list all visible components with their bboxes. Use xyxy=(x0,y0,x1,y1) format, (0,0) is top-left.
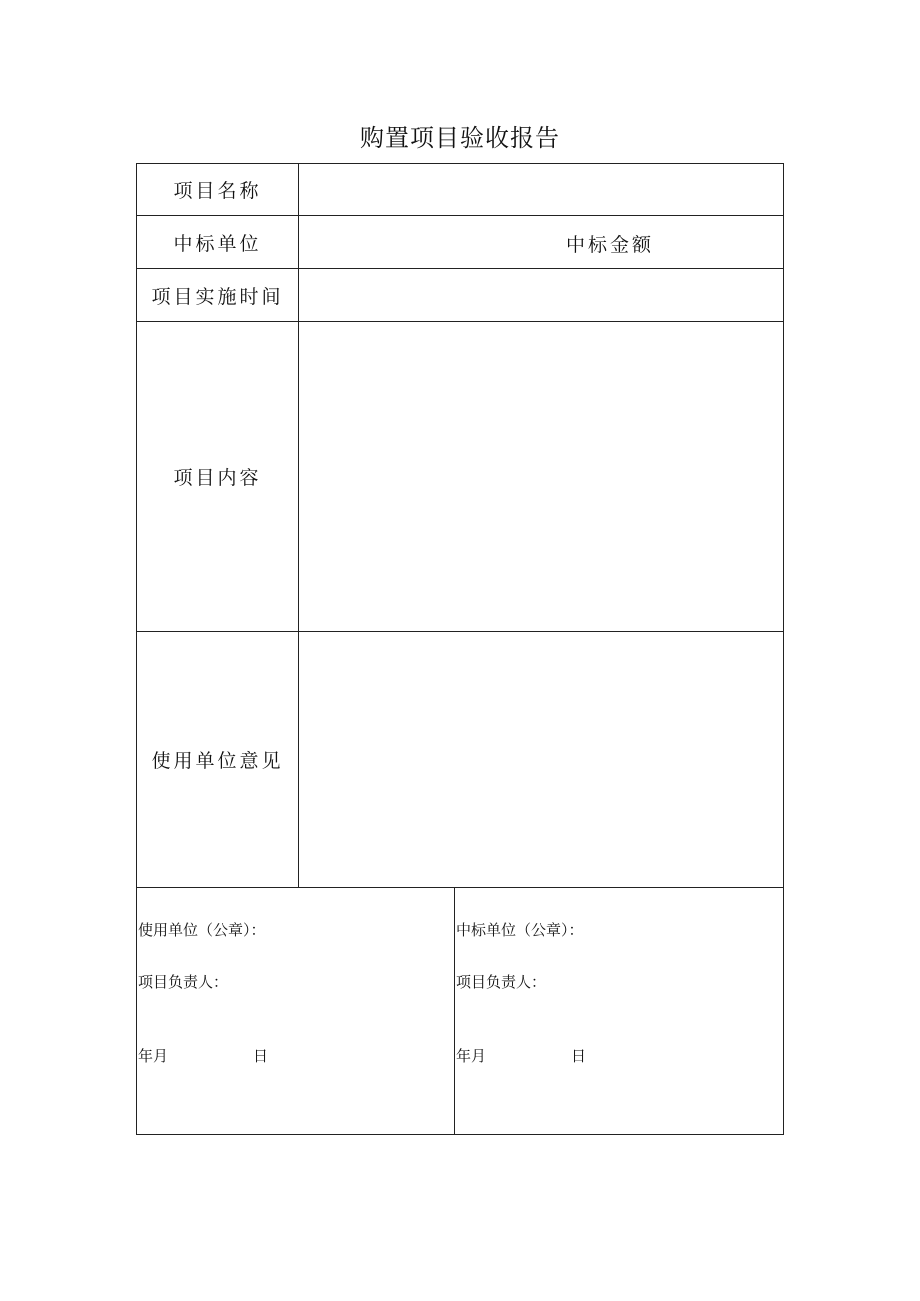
implementation-time-field[interactable] xyxy=(299,270,784,321)
document-title: 购置项目验收报告 xyxy=(360,124,560,152)
implementation-time-label: 项目实施时间 xyxy=(151,285,284,308)
project-name-label: 项目名称 xyxy=(173,180,262,202)
right-date-year-month: 年月 xyxy=(456,1047,487,1065)
project-content-label: 项目内容 xyxy=(173,467,262,489)
winning-unit-seal-label: 中标单位（公章）： xyxy=(456,921,584,939)
right-date-day: 日 xyxy=(571,1047,587,1065)
left-project-lead-label: 项目负责人： xyxy=(138,973,229,991)
row-divider xyxy=(137,887,783,888)
right-project-lead-label: 项目负责人： xyxy=(456,973,547,991)
user-opinion-field[interactable] xyxy=(299,633,784,887)
project-content-field[interactable] xyxy=(299,323,784,631)
winning-amount-label: 中标金额 xyxy=(566,234,655,256)
winning-unit-field[interactable] xyxy=(299,217,784,268)
user-opinion-label: 使用单位意见 xyxy=(151,750,284,772)
winning-unit-label: 中标单位 xyxy=(173,232,262,255)
left-date-year-month: 年月 xyxy=(138,1047,169,1065)
acceptance-form xyxy=(136,163,784,1135)
user-unit-seal-label: 使用单位（公章）： xyxy=(138,921,266,939)
project-name-field[interactable] xyxy=(299,165,784,215)
signature-divider xyxy=(454,887,455,1135)
left-date-day: 日 xyxy=(253,1047,269,1065)
